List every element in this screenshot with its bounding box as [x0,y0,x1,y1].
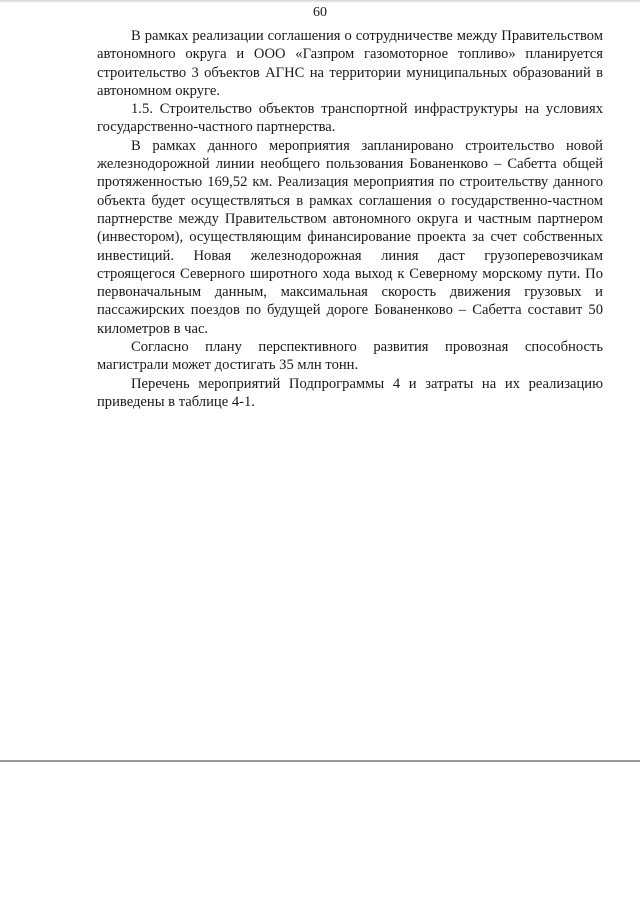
paragraph-agns-agreement: В рамках реализации соглашения о сотрудничестве между Правительством автономного округа и ООО «Газпром газомоторное топливо» планируется строительство 3 объектов АГНС на территории муниципальных образований в автономном округе. [97,28,603,99]
paragraph-railway-project: В рамках данного мероприятия запланировано строительство новой железнодорожной линии необщего пользования Бованенково – Сабетта общей протяженностью 169,52 км. Реализация мероприятия по строительству данного объекта будет осуществляться в рамках соглашения о государственно-частном партнерстве между Правительством автономного округа и частным партнером (инвестором), осуществляющим финансирование проекта за счет собственных инвестиций. Новая железнодорожная линия даст грузоперевозчикам строящегося Северного широтного хода выход к Северному морскому пути. По первоначальным данным, максимальная скорость движения грузовых и пассажирских поездов по будущей дороге Бованенково – Сабетта составит 50 километров в час. [97,137,603,337]
section-heading-1-5: 1.5. Строительство объектов транспортной инфраструктуры на условиях государственно-частного партнерства. [97,101,603,136]
page-top-edge [0,0,640,3]
scan-bottom-edge [0,760,640,762]
page-number: 60 [313,5,327,20]
paragraph-capacity: Согласно плану перспективного развития провозная способность магистрали может достигать 35 млн тонн. [97,339,603,374]
paragraph-table-reference: Перечень мероприятий Подпрограммы 4 и затраты на их реализацию приведены в таблице 4-1. [97,375,603,410]
document-body [97,27,603,411]
